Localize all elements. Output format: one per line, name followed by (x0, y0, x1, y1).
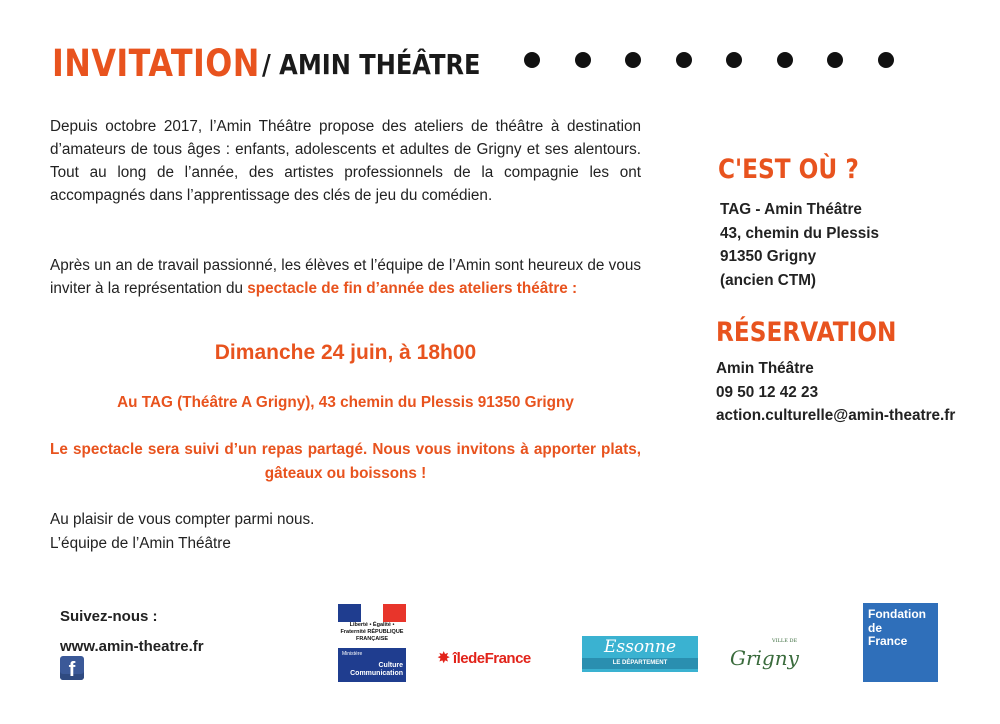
fondation-de-france-logo: Fondation de France (863, 603, 938, 682)
location-address (720, 198, 879, 292)
republique-francaise-logo (338, 604, 406, 642)
theatre-title: / AMIN THÉÂTRE (262, 48, 481, 81)
address-line: TAG - Amin Théâtre (720, 201, 862, 218)
essonne-sub: LE DÉPARTEMENT (582, 658, 698, 669)
grigny-ville: VILLE DE (772, 638, 798, 644)
republique-text: Liberté • Égalité • Fraternité RÉPUBLIQUE FRANÇAISE (340, 622, 404, 642)
ministere-label: Ministère (342, 651, 363, 657)
invitation-title: INVITATION (52, 42, 260, 85)
dot (575, 52, 591, 68)
reservation-phone[interactable]: 09 50 12 42 23 (716, 383, 819, 401)
website-link[interactable]: www.amin-theatre.fr (60, 638, 204, 655)
dot (827, 52, 843, 68)
dot (777, 52, 793, 68)
culture-ministry-logo (338, 648, 406, 682)
reservation-name: Amin Théâtre (716, 360, 814, 377)
invite-highlight: spectacle de fin d’année des ateliers théâtre : (247, 280, 578, 297)
closing (50, 508, 314, 556)
dot (878, 52, 894, 68)
grigny-logo (730, 638, 799, 670)
dot (625, 52, 641, 68)
dot (524, 52, 540, 68)
event-date: Dimanche 24 juin, à 18h00 (214, 341, 477, 364)
essonne-logo (582, 636, 698, 672)
closing-signature: L’équipe de l’Amin Théâtre (50, 535, 231, 552)
french-flag-icon (338, 604, 406, 622)
ile-de-france-logo (437, 648, 531, 668)
event-meal: Le spectacle sera suivi d’un repas partagé. Nous vous invitons à apporter plats, gâteaux ou boissons ! (50, 441, 641, 482)
invite-text: Après un an de travail passionné, les élèves et l’équipe de l’Amin sont heureux de vous inviter à la représentation du (50, 257, 641, 297)
follow-label: Suivez-nous : (60, 608, 158, 625)
star-icon: ✸ (437, 650, 450, 667)
culture-label: Culture Communication (350, 662, 403, 677)
location-heading: C'EST OÙ ? (718, 154, 859, 185)
reservation-heading: RÉSERVATION (716, 317, 897, 348)
decorative-dots (524, 52, 894, 68)
intro-paragraph: Depuis octobre 2017, l’Amin Théâtre propose des ateliers de théâtre à destination d’amateurs de tous âges : enfants, adolescents et adultes de Grigny et ses alentours. Tout au long de l’année, des artistes professionnels de la compagnie les ont accompagnés dans l’apprentissage des clés de jeu du comédien. (50, 118, 641, 204)
follow-block (60, 602, 204, 662)
idf-label: îledeFrance (452, 650, 531, 667)
essonne-label: Essonne (603, 637, 677, 657)
dot (676, 52, 692, 68)
address-line: (ancien CTM) (720, 271, 817, 289)
event-place: Au TAG (Théâtre A Grigny), 43 chemin du Plessis 91350 Grigny (117, 394, 574, 411)
grigny-label: Grigny (730, 646, 799, 670)
closing-line: Au plaisir de vous compter parmi nous. (50, 511, 315, 528)
address-line: 43, chemin du Plessis (720, 224, 879, 242)
reservation-info (716, 357, 955, 428)
invite-paragraph (50, 254, 641, 300)
reservation-email[interactable]: action.culturelle@amin-theatre.fr (716, 407, 956, 424)
facebook-icon[interactable]: f (60, 656, 84, 680)
address-line: 91350 Grigny (720, 248, 817, 265)
dot (726, 52, 742, 68)
